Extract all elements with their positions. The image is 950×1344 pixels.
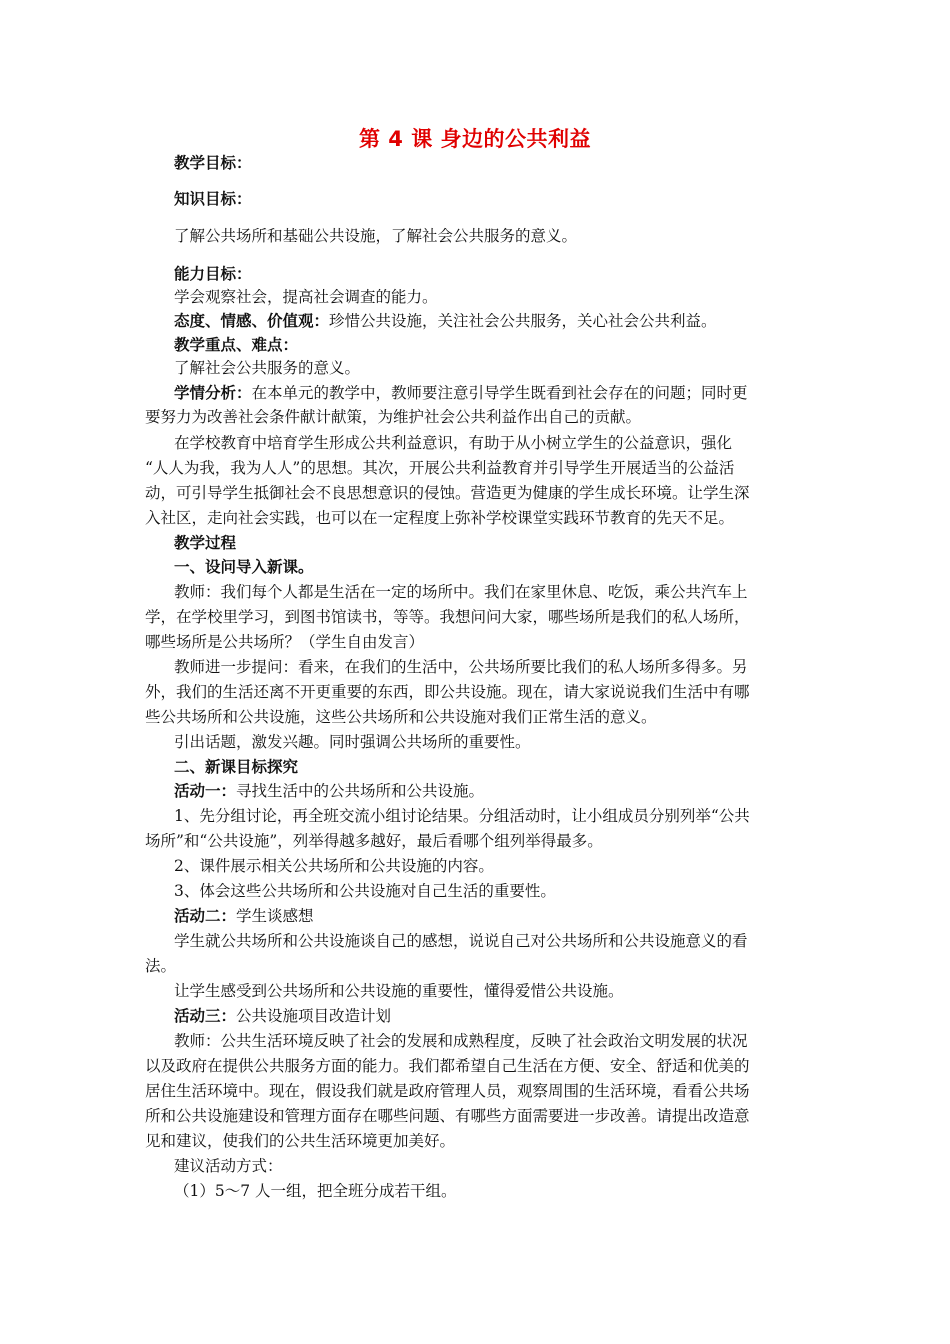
text-line: 活动三：公共设施项目改造计划 — [174, 1007, 392, 1025]
text-line: 教学过程 — [174, 534, 237, 552]
text-line: 教师：公共生活环境反映了社会的发展和成熟程度，反映了社会政治文明发展的状况 — [174, 1032, 748, 1050]
text-line: 入社区，走向社会实践，也可以在一定程度上弥补学校课堂实践环节教育的先天不足。 — [145, 509, 735, 527]
text-line: 知识目标： — [174, 190, 252, 208]
text-line: 活动二：学生谈感想 — [174, 907, 314, 925]
text-line: 以及政府在提供公共服务方面的能力。我们都希望自己生活在方便、安全、舒适和优美的 — [145, 1057, 750, 1075]
text-line: 引出话题，激发兴趣。同时强调公共场所的重要性。 — [174, 733, 531, 751]
text-line: 哪些场所是公共场所？（学生自由发言） — [145, 633, 425, 651]
text-line: 学，在学校里学习，到图书馆读书，等等。我想问问大家，哪些场所是我们的私人场所， — [145, 608, 750, 626]
text-line: 教学重点、难点： — [174, 336, 299, 354]
text-line: 见和建议，使我们的公共生活环境更加美好。 — [145, 1132, 456, 1150]
text-line: 动，可引导学生抵御社会不良思想意识的侵蚀。营造更为健康的学生成长环境。让学生深 — [145, 484, 750, 502]
text-line: 让学生感受到公共场所和公共设施的重要性，懂得爱惜公共设施。 — [174, 982, 624, 1000]
text-line: 活动一：寻找生活中的公共场所和公共设施。 — [174, 782, 485, 800]
text-line: 二、新课目标探究 — [174, 758, 299, 776]
text-line: 所和公共设施建设和管理方面存在哪些问题、有哪些方面需要进一步改善。请提出改造意 — [145, 1107, 750, 1125]
text-line: 态度、情感、价值观：珍惜公共设施，关注社会公共服务，关心社会公共利益。 — [174, 312, 717, 330]
text-line: 法。 — [145, 957, 177, 975]
text-line: 教师：我们每个人都是生活在一定的场所中。我们在家里休息、吃饭，乘公共汽车上 — [174, 583, 748, 601]
text-line: 一、设问导入新课。 — [174, 558, 314, 576]
text-line: 能力目标： — [174, 265, 252, 283]
text-line: 教师进一步提问：看来，在我们的生活中，公共场所要比我们的私人场所多得多。另 — [174, 658, 748, 676]
text-line: 学情分析：在本单元的教学中，教师要注意引导学生既看到社会存在的问题；同时更 — [174, 384, 748, 402]
text-line: “人人为我，我为人人”的思想。其次，开展公共利益教育并引导学生开展适当的公益活 — [145, 459, 735, 477]
text-line: 建议活动方式： — [174, 1157, 283, 1175]
page-title: 第 4 课 身边的公共利益 — [358, 127, 592, 151]
text-line: 学会观察社会，提高社会调查的能力。 — [174, 288, 438, 306]
text-line: 些公共场所和公共设施，这些公共场所和公共设施对我们正常生活的意义。 — [145, 708, 657, 726]
text-line: 场所”和“公共设施”，列举得越多越好，最后看哪个组列举得最多。 — [145, 832, 603, 850]
text-line: 了解社会公共服务的意义。 — [174, 359, 361, 377]
text-line: 1、先分组讨论，再全班交流小组讨论结果。分组活动时，让小组成员分别列举“公共 — [174, 807, 750, 825]
text-line: （1）5～7 人一组，把全班分成若干组。 — [174, 1182, 457, 1200]
text-line: 外，我们的生活还离不开更重要的东西，即公共设施。现在，请大家说说我们生活中有哪 — [145, 683, 750, 701]
text-line: 教学目标： — [174, 154, 252, 172]
text-line: 学生就公共场所和公共设施谈自己的感想，说说自己对公共场所和公共设施意义的看 — [174, 932, 748, 950]
text-line: 居住生活环境中。现在，假设我们就是政府管理人员，观察周围的生活环境，看看公共场 — [145, 1082, 750, 1100]
text-line: 要努力为改善社会条件献计献策，为维护社会公共利益作出自己的贡献。 — [145, 408, 642, 426]
text-line: 在学校教育中培育学生形成公共利益意识，有助于从小树立学生的公益意识，强化 — [174, 434, 733, 452]
text-line: 了解公共场所和基础公共设施，了解社会公共服务的意义。 — [174, 227, 578, 245]
text-line: 2、课件展示相关公共场所和公共设施的内容。 — [174, 857, 494, 875]
text-line: 3、体会这些公共场所和公共设施对自己生活的重要性。 — [174, 882, 556, 900]
